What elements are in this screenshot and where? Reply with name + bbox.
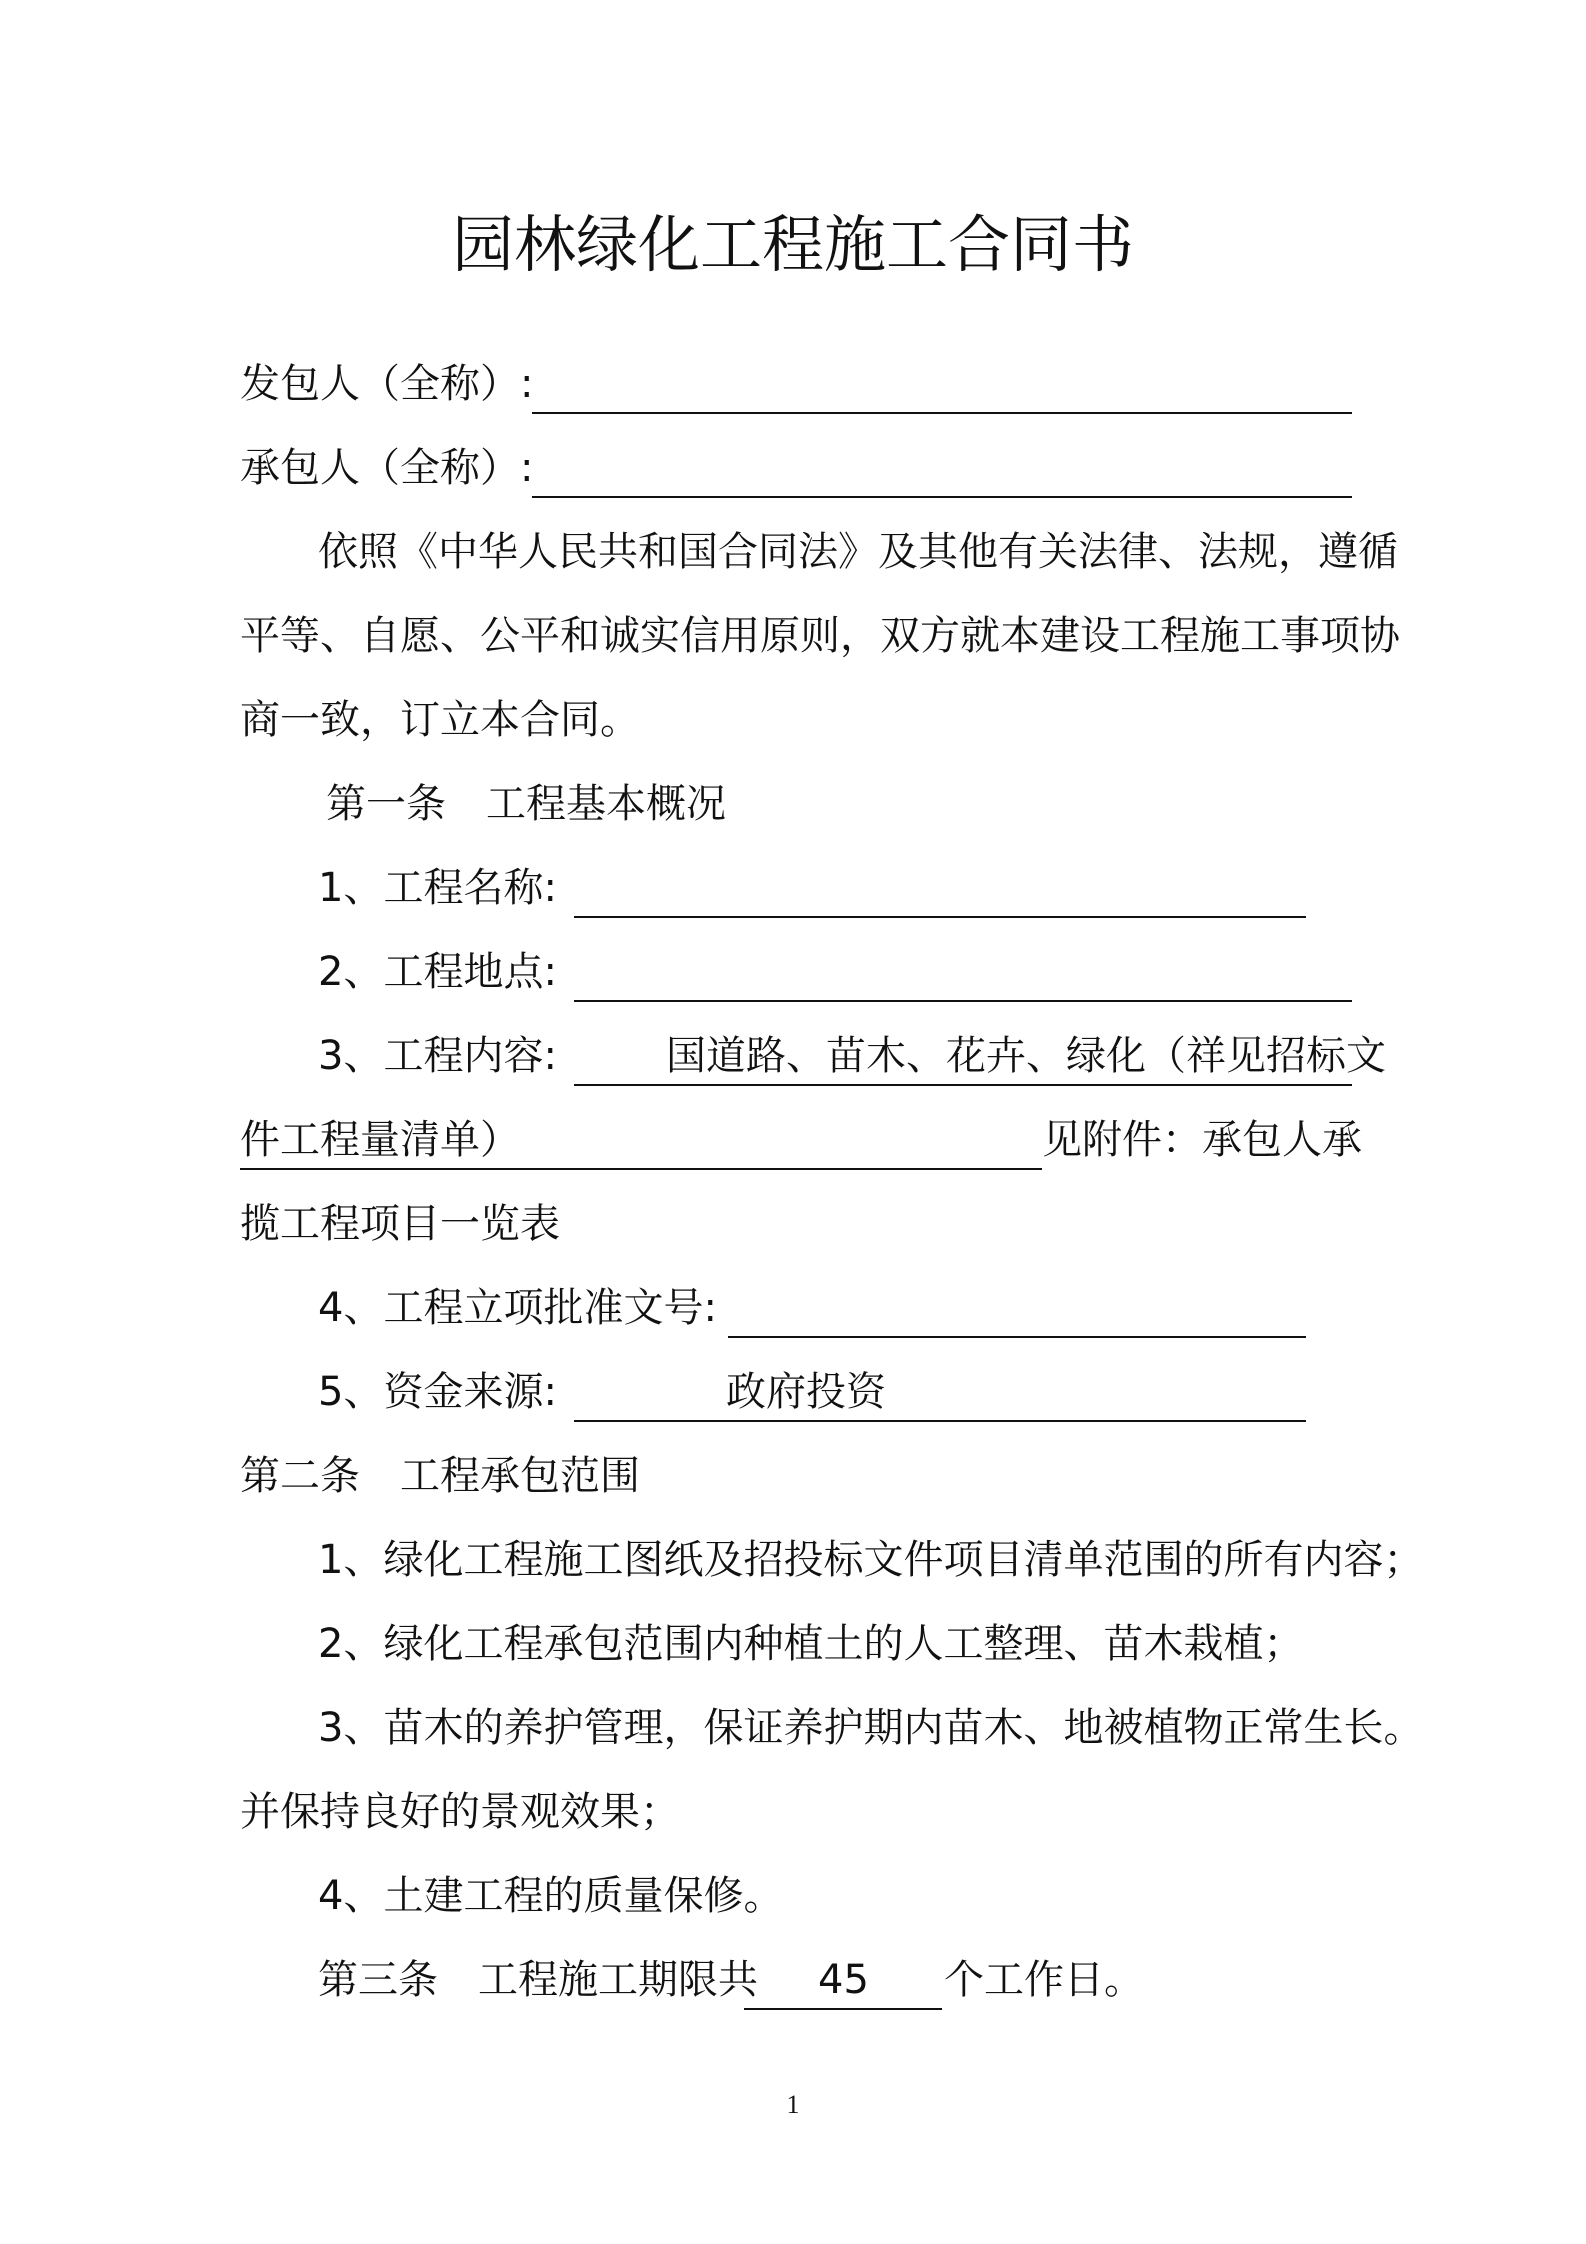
scope-item-4: 4、土建工程的质量保修。 [318, 1873, 784, 1919]
party-a-label: 发包人（全称）: [240, 361, 534, 407]
scope-item-1: 1、绿化工程施工图纸及招投标文件项目清单范围的所有内容； [318, 1537, 1424, 1583]
construction-days-value: 45 [818, 1957, 869, 2003]
intro-line-2: 平等、自愿、公平和诚实信用原则，双方就本建设工程施工事项协 [240, 613, 1400, 659]
funding-source-underline [574, 1420, 1306, 1422]
project-location-blank[interactable] [574, 1000, 1352, 1002]
intro-line-1: 依照《中华人民共和国合同法》及其他有关法律、法规，遵循 [318, 529, 1398, 575]
scope-item-3-cont: 并保持良好的景观效果； [240, 1789, 680, 1835]
project-name-blank[interactable] [574, 916, 1306, 918]
party-a-blank[interactable] [532, 412, 1352, 414]
article-2-heading: 第二条 工程承包范围 [240, 1453, 640, 1499]
document-title: 园林绿化工程施工合同书 [451, 208, 1134, 281]
article-1-heading: 第一条 工程基本概况 [326, 781, 726, 827]
scope-item-3: 3、苗木的养护管理，保证养护期内苗木、地被植物正常生长。 [318, 1705, 1424, 1751]
project-content-attachment: 见附件：承包人承 [1042, 1117, 1362, 1163]
construction-days-underline [744, 2008, 942, 2010]
party-b-blank[interactable] [532, 496, 1352, 498]
article-3-suffix: 个工作日。 [944, 1957, 1144, 2003]
project-content-underline-2 [240, 1168, 1042, 1170]
project-name-label: 1、工程名称: [318, 865, 557, 911]
party-b-label: 承包人（全称）: [240, 445, 534, 491]
project-content-attachment-2: 揽工程项目一览表 [240, 1201, 560, 1247]
funding-source-label: 5、资金来源: [318, 1369, 557, 1415]
project-location-label: 2、工程地点: [318, 949, 557, 995]
funding-source-value: 政府投资 [726, 1369, 886, 1415]
project-content-value-1: 国道路、苗木、花卉、绿化（祥见招标文 [666, 1033, 1386, 1079]
approval-number-label: 4、工程立项批准文号: [318, 1285, 717, 1331]
approval-number-blank[interactable] [728, 1336, 1306, 1338]
page-number: 1 [786, 2090, 800, 2119]
scope-item-2: 2、绿化工程承包范围内种植土的人工整理、苗木栽植； [318, 1621, 1304, 1667]
project-content-label: 3、工程内容: [318, 1033, 557, 1079]
project-content-value-2: 件工程量清单） [240, 1117, 520, 1163]
intro-line-3: 商一致，订立本合同。 [240, 697, 640, 743]
article-3-prefix: 第三条 工程施工期限共 [318, 1957, 758, 2003]
project-content-underline-1 [574, 1084, 1352, 1086]
